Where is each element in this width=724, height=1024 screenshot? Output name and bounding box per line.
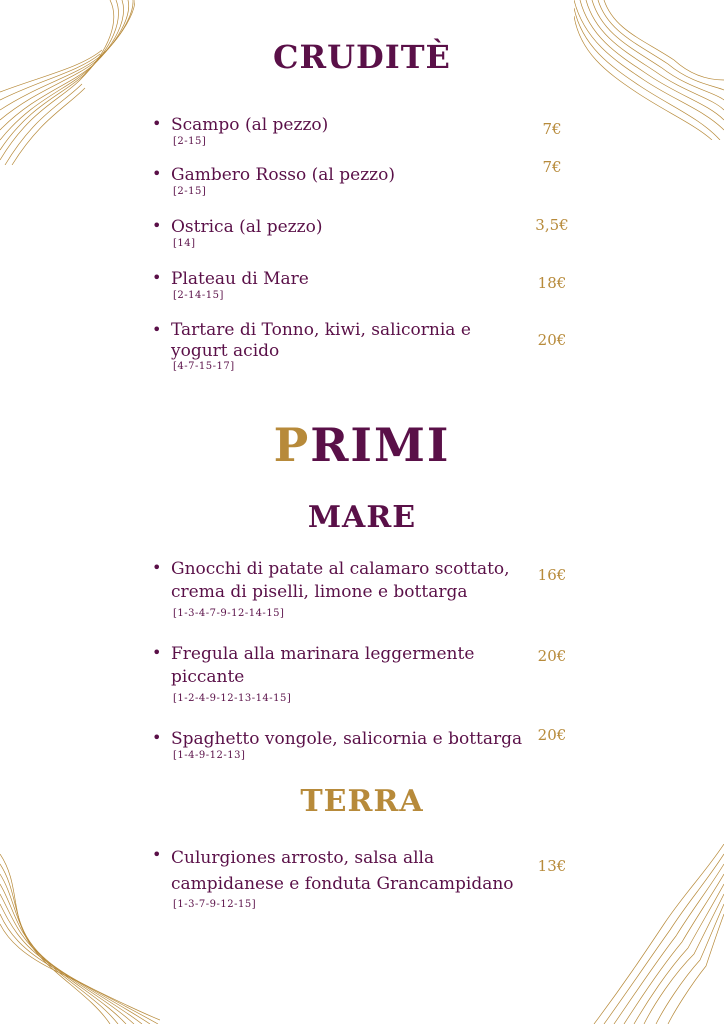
menu-item — [152, 114, 592, 147]
bullet-dot-icon: • — [152, 164, 162, 183]
dish-name: Scampo (al pezzo) — [171, 115, 329, 135]
allergen-codes: [2-14-15] — [173, 290, 224, 301]
dish-name: Tartare di Tonno, kiwi, salicornia e yogurt acido — [171, 320, 471, 361]
gold-wave-ornament-icon — [0, 0, 135, 165]
dish-price: 20€ — [537, 331, 567, 349]
allergen-codes: [1-3-4-7-9-12-14-15] — [173, 608, 285, 619]
dish-price: 7€ — [542, 158, 562, 176]
allergen-codes: [1-3-7-9-12-15] — [173, 899, 257, 910]
dish-name: Culurgiones arrosto, salsa alla campidanese e fonduta Grancampidano — [171, 848, 514, 894]
bottom-left-ornament — [0, 854, 160, 1024]
bullet-dot-icon: • — [152, 558, 162, 577]
mare-title: MARE — [307, 500, 417, 535]
dish-price: 13€ — [537, 857, 567, 875]
allergen-codes: [2-15] — [173, 186, 207, 197]
primi-title-initial: P — [273, 418, 311, 472]
allergen-codes: [1-2-4-9-12-13-14-15] — [173, 693, 292, 704]
terra-title: TERRA — [300, 784, 424, 819]
bullet-dot-icon: • — [152, 320, 162, 339]
bullet-dot-icon: • — [152, 114, 162, 133]
menu-item — [152, 643, 592, 704]
allergen-codes: [4-7-15-17] — [173, 361, 235, 372]
menu-item — [152, 268, 592, 301]
primi-title — [0, 418, 724, 472]
menu-item — [152, 728, 592, 761]
menu-item — [152, 845, 592, 910]
menu-item — [152, 158, 592, 197]
menu-item — [152, 558, 592, 619]
dish-name: Gnocchi di patate al calamaro scottato, crema di piselli, limone e bottarga — [171, 559, 510, 602]
dish-name: Spaghetto vongole, salicornia e bottarga — [171, 729, 523, 749]
bullet-dot-icon: • — [152, 845, 162, 864]
menu-item — [152, 320, 592, 372]
crudite-title: CRUDITÈ — [273, 38, 451, 76]
dish-name: Plateau di Mare — [171, 269, 309, 289]
bullet-dot-icon: • — [152, 643, 162, 662]
dish-name: Gambero Rosso (al pezzo) — [171, 165, 395, 185]
dish-price: 7€ — [542, 120, 562, 138]
menu-item — [152, 216, 592, 249]
bullet-dot-icon: • — [152, 728, 162, 747]
dish-price: 20€ — [537, 647, 567, 665]
dish-price: 16€ — [537, 566, 567, 584]
gold-wave-ornament-icon — [0, 854, 160, 1024]
allergen-codes: [14] — [173, 238, 196, 249]
dish-price: 18€ — [537, 274, 567, 292]
dish-price: 3,5€ — [535, 216, 569, 234]
primi-title-rest: RIMI — [310, 418, 451, 472]
allergen-codes: [1-4-9-12-13] — [173, 750, 246, 761]
top-left-ornament — [0, 0, 135, 165]
dish-name: Ostrica (al pezzo) — [171, 217, 323, 237]
allergen-codes: [2-15] — [173, 136, 207, 147]
dish-name: Fregula alla marinara leggermente piccante — [171, 644, 475, 687]
bullet-dot-icon: • — [152, 268, 162, 287]
dish-price: 20€ — [537, 726, 567, 744]
bullet-dot-icon: • — [152, 216, 162, 235]
